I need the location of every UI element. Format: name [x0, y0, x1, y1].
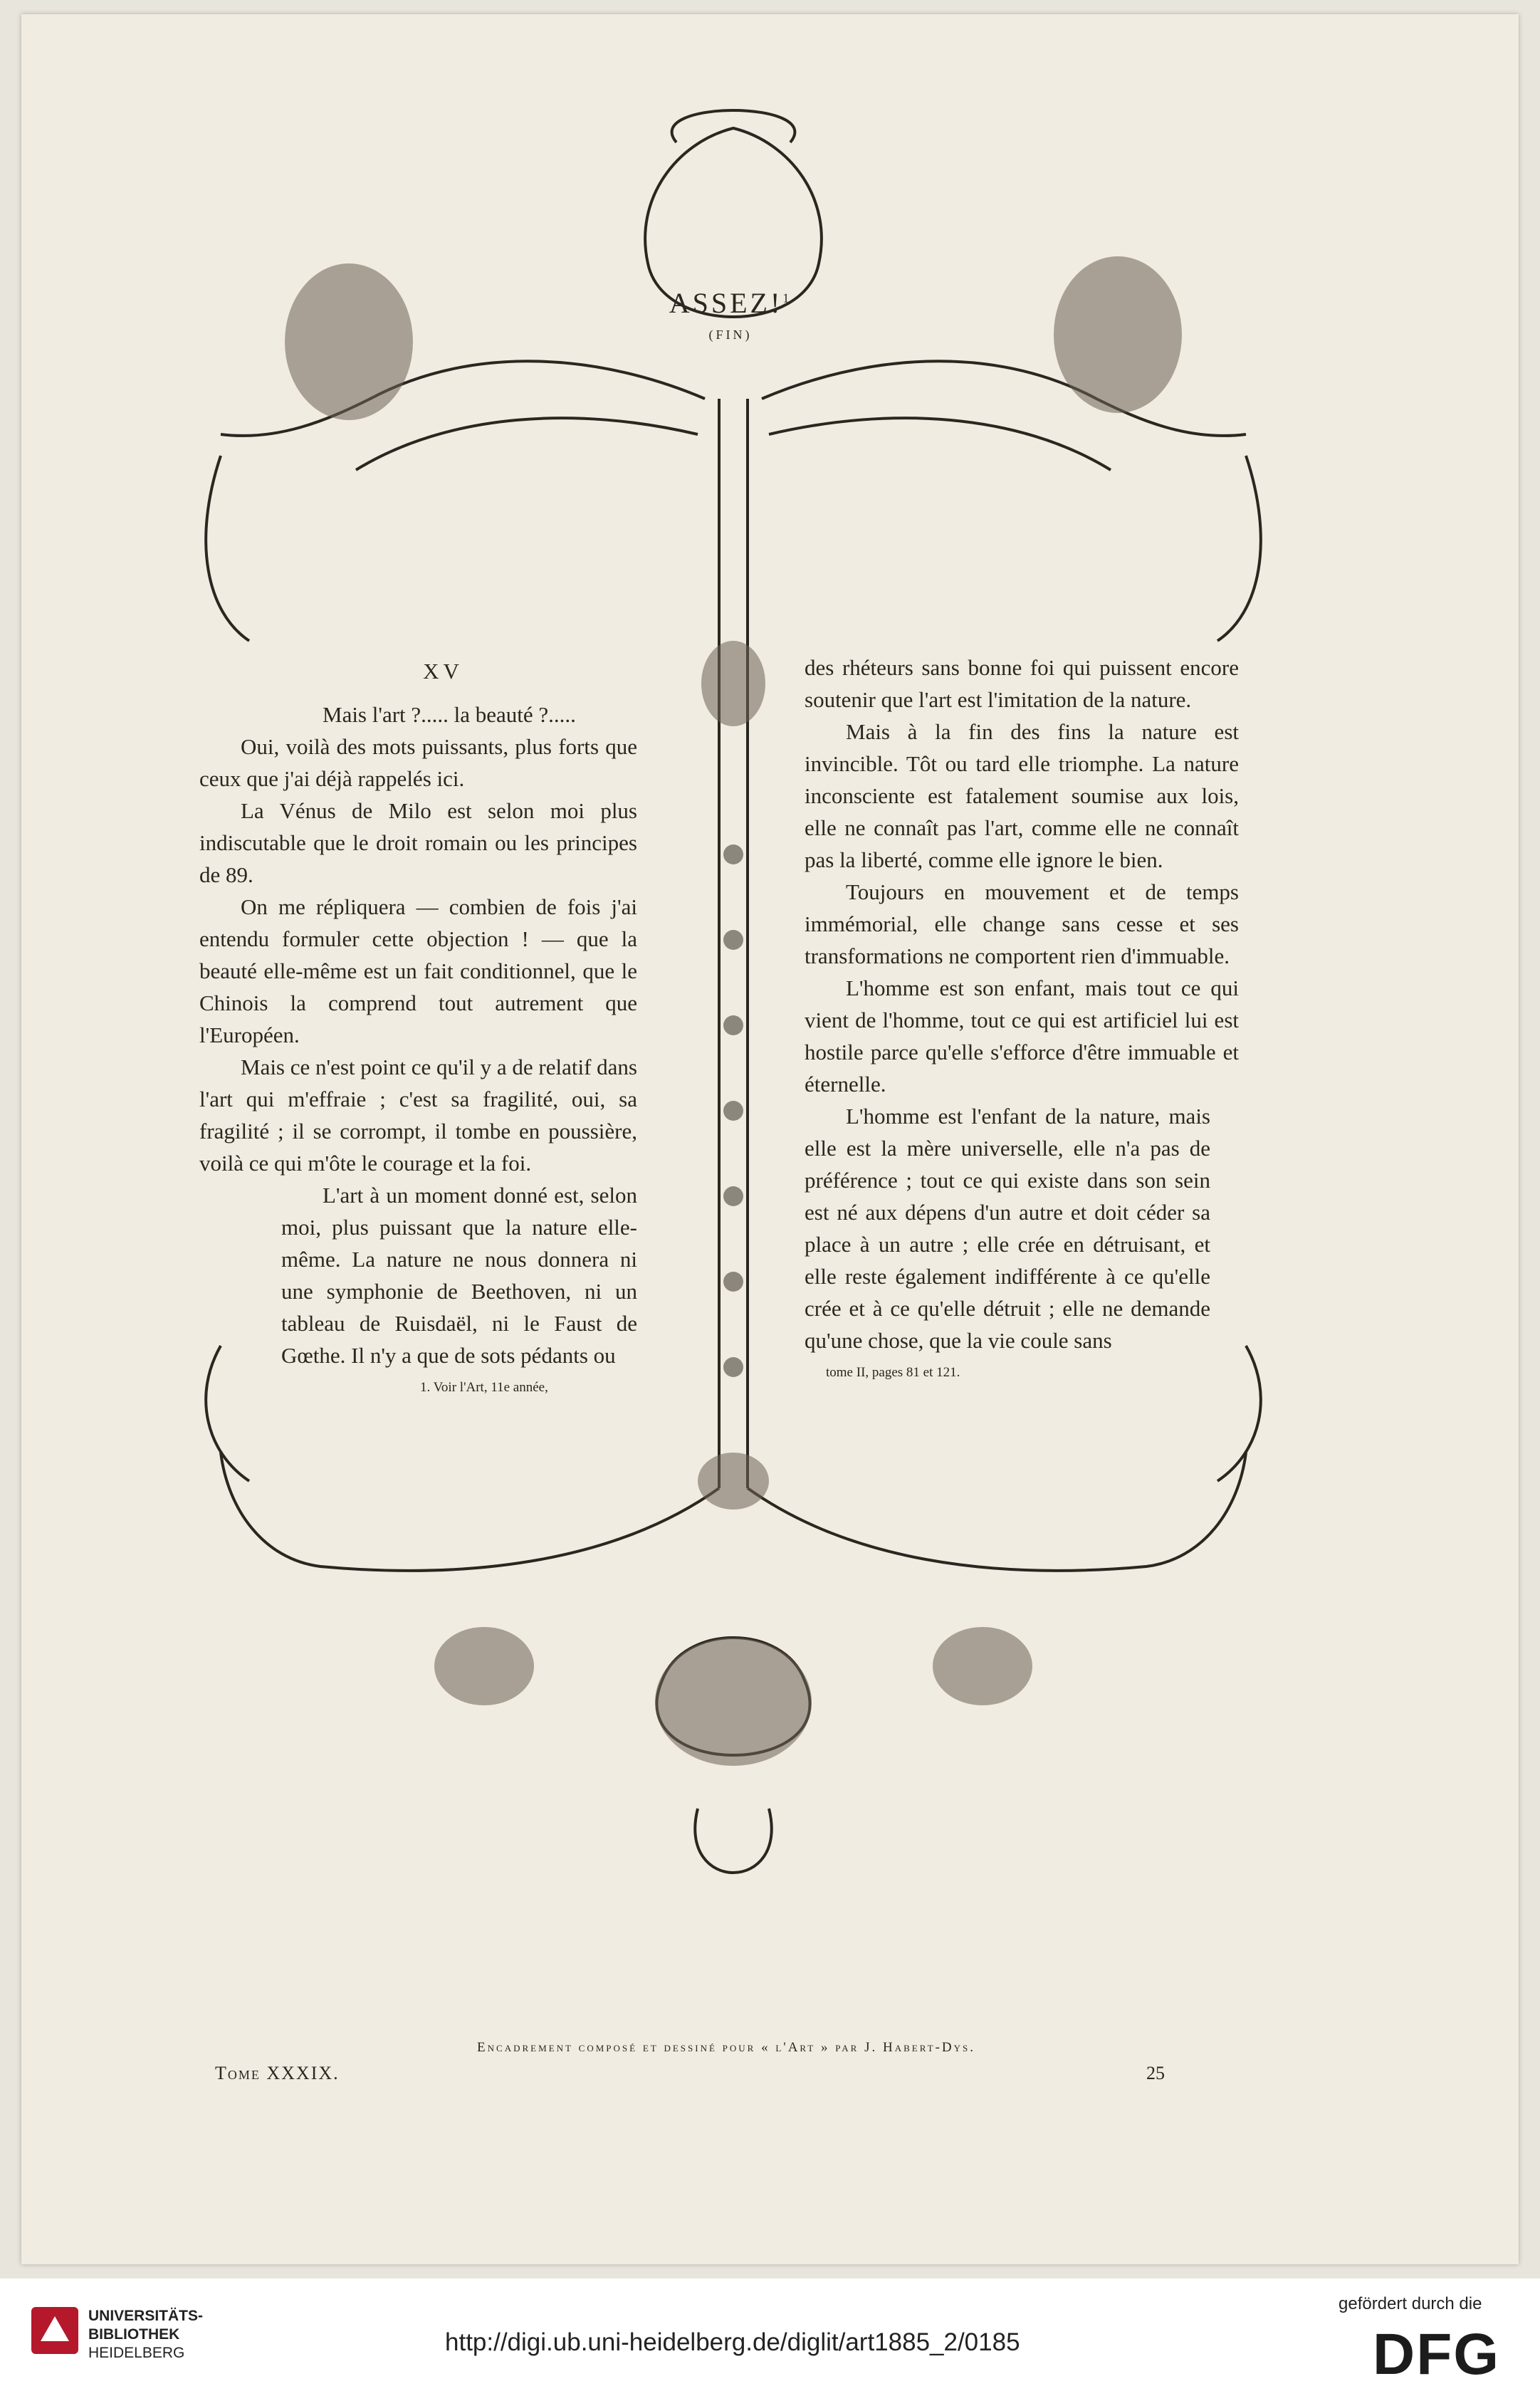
- paragraph: Mais l'art ?..... la beauté ?.....: [323, 702, 576, 727]
- paragraph: L'art à un moment donné est, selon moi, plus puissant que la nature elle-même. La nature ne nous donnera ni une symphonie de Beethoven, ni un tableau de Ruisdaël, ni le Faust de Gœthe. Il n'y a que de sots pédants ou: [281, 1183, 637, 1368]
- title-footnote-mark: 1: [782, 291, 792, 305]
- funding-label: gefördert durch die: [1339, 2294, 1482, 2313]
- paragraph: Mais ce n'est point ce qu'il y a de relatif dans l'art qui m'effraie ; c'est sa fragilité, oui, sa fragilité ; il se corrompt, il tombe en poussière, voilà ce qui m'ôte le courage et la foi.: [199, 1055, 637, 1176]
- university-seal-icon[interactable]: [30, 2306, 80, 2355]
- footnote: 1. Voir l'Art, 11e année,: [420, 1380, 548, 1395]
- dfg-logo[interactable]: DFG: [1373, 2322, 1501, 2387]
- library-line3: HEIDELBERG: [88, 2345, 185, 2361]
- library-line1: UNIVERSITÄTS-: [88, 2308, 204, 2324]
- engraving-caption: Encadrement composé et dessiné pour « l'Art » par J. Habert-Dys.: [477, 2040, 975, 2055]
- permalink-url[interactable]: http://digi.ub.uni-heidelberg.de/diglit/art1885_2/0185: [445, 2328, 1020, 2356]
- article-title: ASSEZ!$^1$: [669, 287, 792, 319]
- footer-bar: [0, 2279, 1540, 2396]
- section-number: XV: [423, 659, 463, 684]
- paragraph: des rhéteurs sans bonne foi qui puissent encore soutenir que l'art est l'imitation de la nature.: [805, 655, 1239, 712]
- footnote: tome II, pages 81 et 121.: [826, 1365, 960, 1380]
- library-line2: BIBLIOTHEK: [88, 2326, 180, 2343]
- paragraph: On me répliquera — combien de fois j'ai entendu formuler cette objection ! — que la beauté elle-même est un fait conditionnel, que le Chinois la comprend tout autrement que l'Européen.: [199, 894, 637, 1047]
- paragraph: La Vénus de Milo est selon moi plus indiscutable que le droit romain ou les principes de 89.: [199, 798, 637, 887]
- university-library-name[interactable]: [88, 2307, 203, 2363]
- paragraph: Mais à la fin des fins la nature est invincible. Tôt ou tard elle triomphe. La nature inconsciente est fatalement soumise aux lois, elle ne connaît pas l'art, comme elle ne connaît pas la liberté, comme elle ignore le bien.: [805, 719, 1239, 872]
- right-column: [805, 652, 1239, 1383]
- volume-label: Tome XXXIX.: [215, 2063, 340, 2083]
- paragraph: L'homme est l'enfant de la nature, mais elle est la mère universelle, elle n'a pas de préférence ; tout ce qui existe dans son sein est né aux dépens d'un autre et doit céder sa place à un autre ; elle crée en détruisant, et elle reste également indifférente à ce qu'elle crée et à ce qu'elle détruit ; elle ne demande qu'une chose, que la vie coule sans: [805, 1104, 1210, 1353]
- page-number: 25: [1146, 2063, 1165, 2083]
- paragraph: Toujours en mouvement et de temps immémorial, elle change sans cesse et ses transformations ne comportent rien d'immuable.: [805, 879, 1239, 968]
- left-column: [199, 655, 637, 1398]
- paragraph: Oui, voilà des mots puissants, plus forts que ceux que j'ai déjà rappelés ici.: [199, 734, 637, 791]
- article-subtitle: (FIN): [708, 328, 753, 342]
- paragraph: L'homme est son enfant, mais tout ce qui vient de l'homme, tout ce qui est artificiel lui est hostile parce qu'elle s'efforce d'être immuable et éternelle.: [805, 975, 1239, 1097]
